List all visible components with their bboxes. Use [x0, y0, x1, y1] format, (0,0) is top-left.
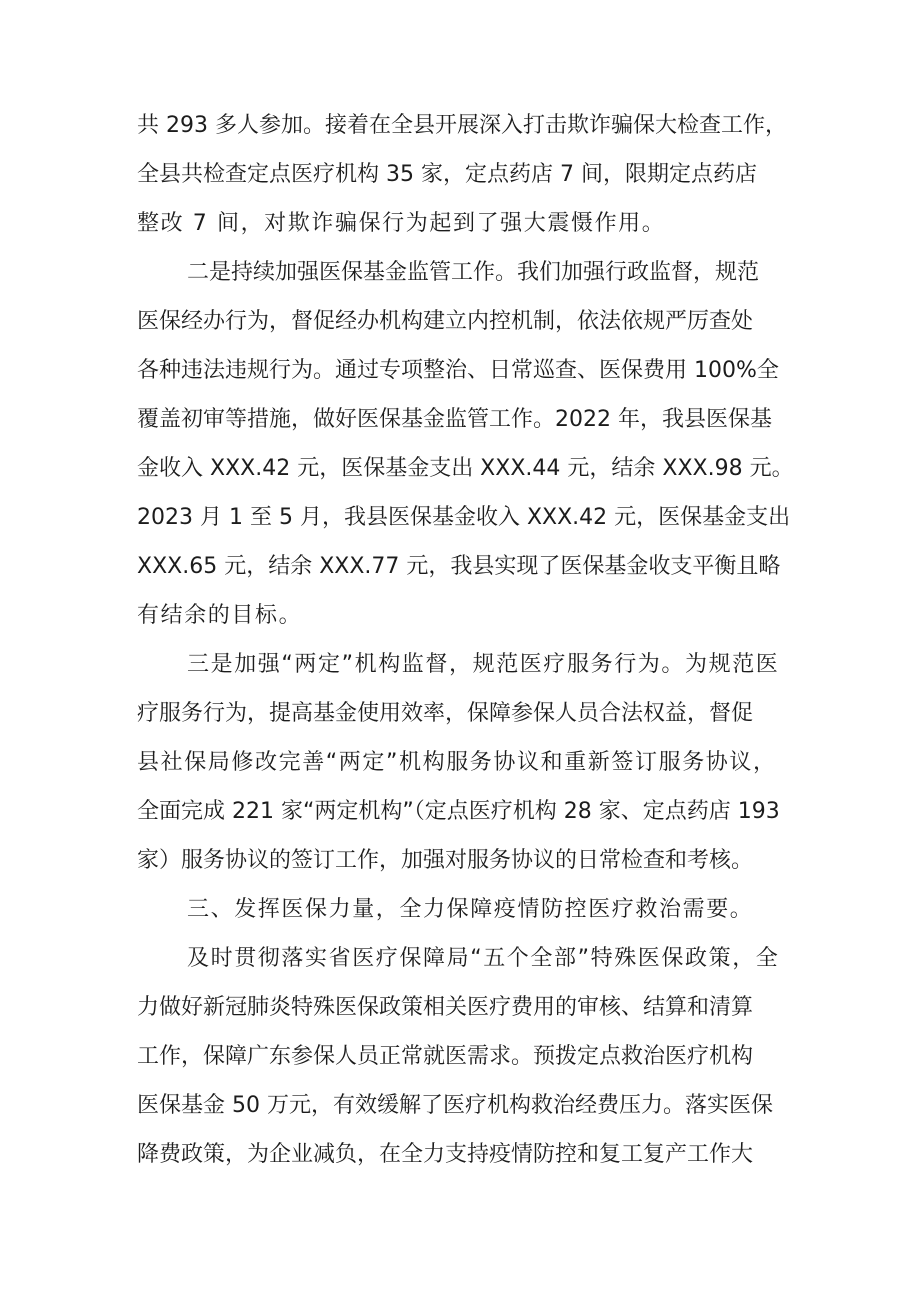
p2-line-1: 二是持续加强医保基金监管工作。我们加强行政监督，规范	[187, 260, 760, 285]
p1-line-1: 共 293 多人参加。接着在全县开展深入打击欺诈骗保大检查工作，	[137, 113, 787, 138]
p3-line-4: 全面完成 221 家“两定机构”（定点医疗机构 28 家、定点药店 193	[137, 799, 780, 824]
section-heading: 三、发挥医保力量，全力保障疫情防控医疗救治需要。	[187, 897, 754, 922]
p4-line-4: 医保基金 50 万元，有效缓解了医疗机构救治经费压力。落实医保	[137, 1093, 773, 1118]
p3-line-2: 疗服务行为，提高基金使用效率，保障参保人员合法权益，督促	[137, 701, 754, 726]
p2-line-8: 有结余的目标。	[137, 603, 303, 628]
p4-line-5: 降费政策，为企业减负，在全力支持疫情防控和复工复产工作大	[137, 1142, 754, 1167]
p2-line-3: 各种违法违规行为。通过专项整治、日常巡查、医保费用 100%全	[137, 358, 779, 383]
p4-line-3: 工作，保障广东参保人员正常就医需求。预拨定点救治医疗机构	[137, 1044, 754, 1069]
p4-line-2: 力做好新冠肺炎特殊医保政策相关医疗费用的审核、结算和清算	[137, 995, 754, 1020]
p2-line-2: 医保经办行为，督促经办机构建立内控机制，依法依规严厉查处	[137, 309, 754, 334]
p1-line-3: 整改 7 间，对欺诈骗保行为起到了强大震慑作用。	[137, 211, 666, 236]
p2-line-7: XXX.65 元，结余 XXX.77 元，我县实现了医保基金收支平衡且略	[137, 554, 781, 579]
p1-line-2: 全县共检查定点医疗机构 35 家，定点药店 7 间，限期定点药店	[137, 162, 757, 187]
p3-line-3: 县社保局修改完善“两定”机构服务协议和重新签订服务协议，	[137, 750, 777, 775]
p3-line-5: 家）服务协议的签订工作，加强对服务协议的日常检查和考核。	[137, 848, 754, 873]
p2-line-5: 金收入 XXX.42 元，医保基金支出 XXX.44 元，结余 XXX.98 元。	[137, 456, 794, 481]
p2-line-6: 2023 月 1 至 5 月，我县医保基金收入 XXX.42 元，医保基金支出	[137, 505, 791, 530]
p4-line-1: 及时贯彻落实省医疗保障局“五个全部”特殊医保政策，全	[187, 946, 780, 971]
p2-line-4: 覆盖初审等措施，做好医保基金监管工作。2022 年，我县医保基	[137, 407, 772, 432]
p3-line-1: 三是加强“两定”机构监督，规范医疗服务行为。为规范医	[187, 652, 780, 677]
